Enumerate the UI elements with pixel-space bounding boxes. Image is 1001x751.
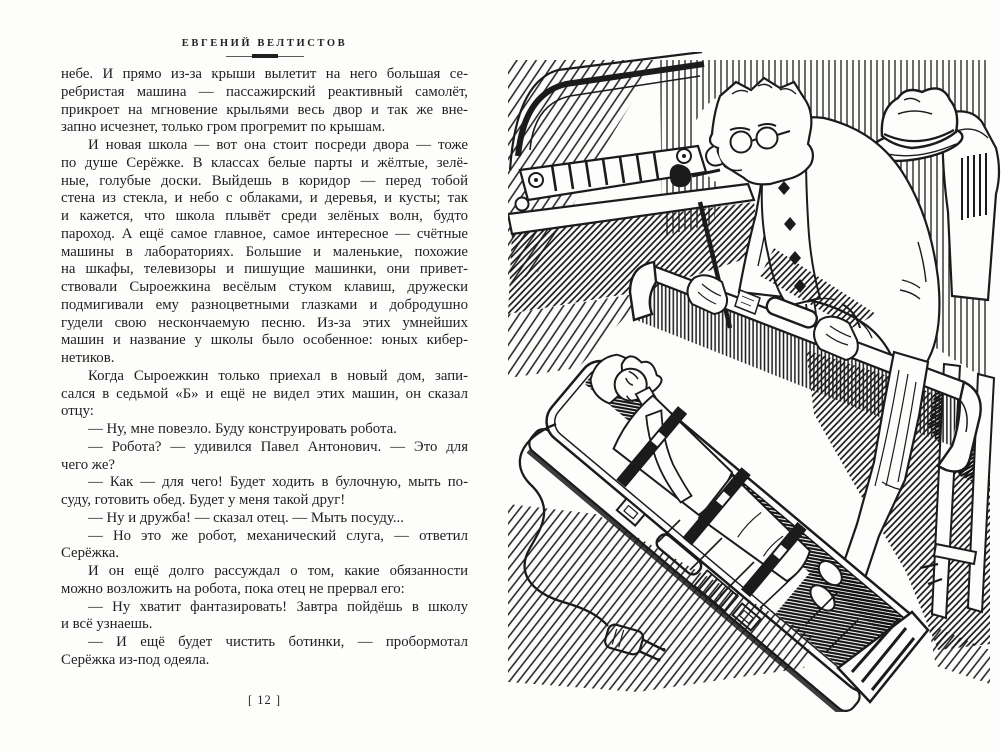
text-line: подмигивали ему разноцветными глазками и добродушно bbox=[61, 296, 468, 313]
text-line: пароход. А ещё самое главное, самое интересное — счётные bbox=[61, 225, 468, 242]
header-rule bbox=[226, 56, 304, 57]
text-line: ные, голубые доски. Выйдешь в коридор — перед тобой bbox=[61, 172, 468, 189]
text-line: суду, готовить обед. Будет у меня такой друг! bbox=[61, 492, 346, 508]
running-header: ЕВГЕНИЙ ВЕЛТИСТОВ bbox=[181, 38, 348, 49]
text-line: небе. И прямо из-за крыши вылетит на него большая се- bbox=[61, 66, 468, 82]
text-line: гудели свою нескончаемую песню. Из-за этих умнейших bbox=[61, 314, 468, 331]
text-line: запно исчезнет, только гром прогремит по крышам. bbox=[61, 119, 386, 136]
text-line: можно возложить на робота, пока отец не прервал его: bbox=[61, 580, 405, 597]
text-line: — Ну, мне повезло. Буду конструировать робота. bbox=[88, 421, 397, 437]
text-line: — И ещё будет чистить ботинки, — пробормотал bbox=[88, 634, 468, 650]
text-line: ребристая машина — пассажирский реактивный самолёт, bbox=[61, 83, 468, 100]
text-line: на шкафы, телевизоры и пишущие машинки, они привет- bbox=[61, 261, 468, 278]
text-line: отцу: bbox=[61, 403, 94, 420]
text-line: Серёжка. bbox=[61, 545, 120, 562]
text-line: И новая школа — вот она стоит посреди двора — тоже bbox=[88, 137, 468, 153]
text-line: — Как — для чего! Будет ходить в булочную, мыть по- bbox=[88, 474, 468, 491]
text-line: — Но это же робот, механический слуга, — ответил bbox=[88, 527, 468, 544]
book-illustration bbox=[508, 52, 1001, 712]
text-line: Когда Сыроежкин только приехал в новый дом, запи- bbox=[88, 367, 468, 384]
page-number: [ 12 ] bbox=[247, 693, 282, 707]
text-line: по душе Серёжке. В классах белые парты и жёлтые, зелё- bbox=[61, 154, 468, 171]
text-line: — Ну и дружба! — сказал отец. — Мыть посуду... bbox=[88, 509, 404, 526]
text-line: прикроет на мгновение крыльями весь двор и так же вне- bbox=[61, 101, 468, 118]
text-line: чего же? bbox=[61, 456, 115, 473]
text-line: И он ещё долго рассуждал о том, какие обязанности bbox=[88, 563, 468, 579]
text-line: стена из стекла, и небо с облаками, и деревья, и кусты; так bbox=[61, 190, 468, 207]
text-line: сался в седьмой «Б» и ещё не видел этих машин, он сказал bbox=[61, 385, 468, 402]
text-line: и кажется, что школа плывёт среди зелёных волн, будто bbox=[61, 208, 468, 224]
text-line: и всё узнаешь. bbox=[61, 616, 153, 633]
page-left bbox=[61, 38, 468, 707]
text-line: Серёжка из-под одеяла. bbox=[61, 651, 210, 668]
text-line: — Робота? — удивился Павел Антонович. — Это для bbox=[88, 438, 468, 455]
illustration-svg bbox=[508, 52, 1001, 712]
text-line: ствовали Сыроежкина весёлым стуком клавиш, дружески bbox=[61, 279, 468, 295]
text-line: машин и название у школы было особенное: юных кибер- bbox=[61, 332, 468, 349]
text-line: нетиков. bbox=[61, 350, 115, 366]
header-rule-center bbox=[252, 54, 278, 58]
body-text bbox=[61, 66, 468, 670]
text-line: машины в лабораториях. Большие и маленькие, похожие bbox=[61, 243, 468, 260]
text-line: — Ну хватит фантазировать! Завтра пойдёшь в школу bbox=[88, 598, 468, 615]
